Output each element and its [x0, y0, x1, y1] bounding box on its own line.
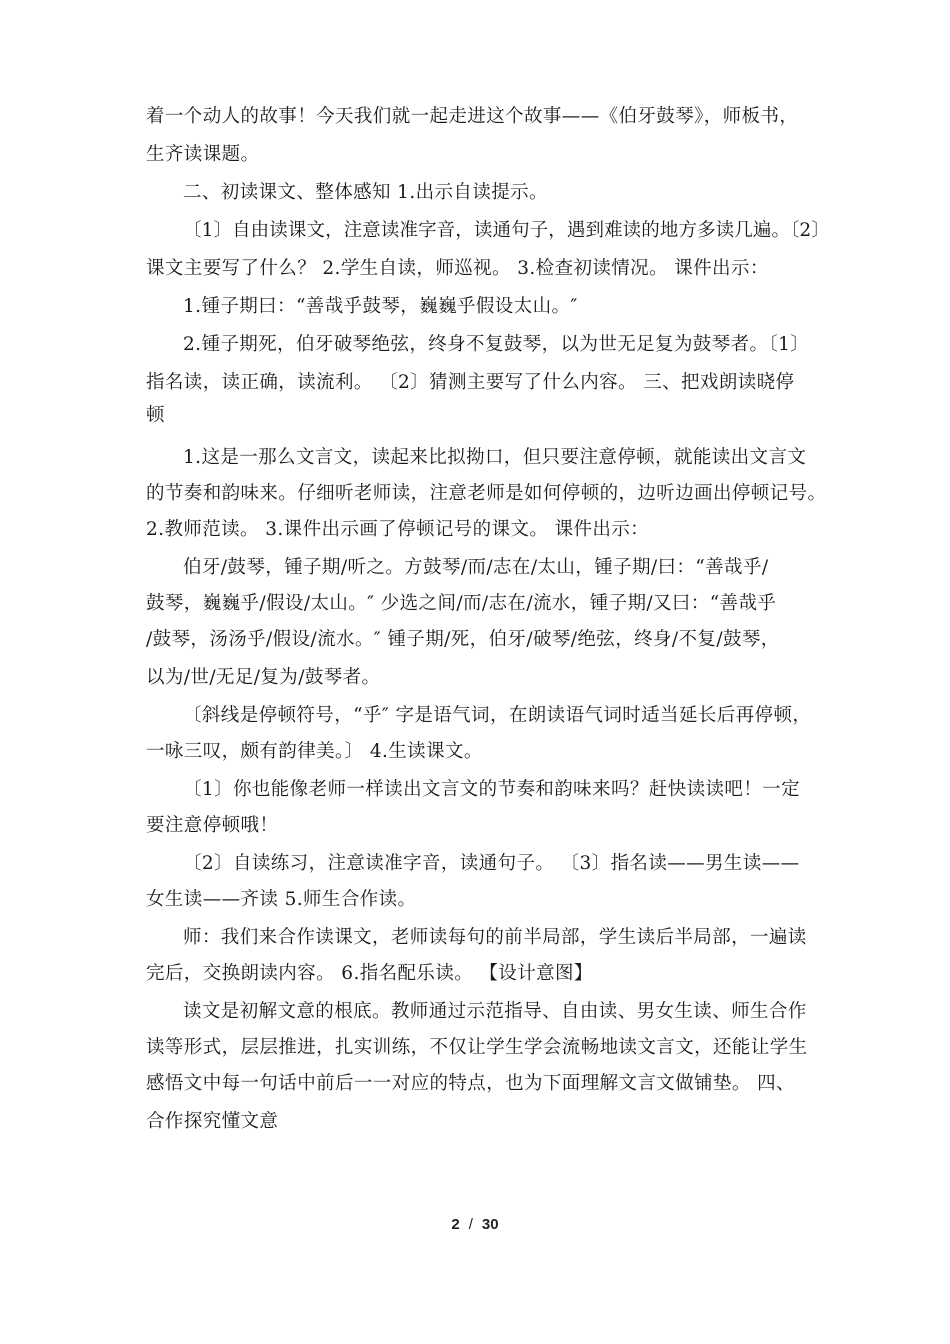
page-separator: / — [468, 1216, 473, 1233]
text-line: 〔1〕你也能像老师一样读出文言文的节奏和韵味来吗？赶快读读吧！一定 — [183, 779, 800, 800]
text-line: 1.锺子期曰：“善哉乎鼓琴，巍巍乎假设太山。″ — [183, 296, 578, 317]
text-line: 顿 — [146, 405, 165, 426]
text-line: 要注意停顿哦！ — [146, 815, 279, 836]
text-line: 师：我们来合作读课文，老师读每句的前半局部，学生读后半局部，一遍读 — [183, 927, 807, 948]
text-line: 1.这是一那么文言文，读起来比拟拗口，但只要注意停顿，就能读出文言文 — [183, 447, 807, 468]
text-line: 2.锺子期死，伯牙破琴绝弦，终身不复鼓琴，以为世无足复为鼓琴者。〔1〕 — [183, 334, 810, 355]
text-line: 〔1〕自由读课文，注意读准字音，读通句子，遇到难读的地方多读几遍。〔2〕 — [183, 220, 830, 241]
text-line: 指名读，读正确，读流利。 〔2〕猜测主要写了什么内容。 三、把戏朗读晓停 — [146, 372, 795, 393]
text-line: 合作探究懂文意 — [146, 1111, 279, 1132]
text-line: 伯牙/鼓琴，锺子期/听之。方鼓琴/而/志在/太山，锺子期/曰：“善哉乎/ — [183, 557, 769, 578]
text-line: 〔2〕自读练习，注意读准字音，读通句子。 〔3〕指名读——男生读—— — [183, 853, 800, 874]
page-number — [0, 1216, 950, 1234]
text-line: 着一个动人的故事！今天我们就一起走进这个故事——《伯牙鼓琴》，师板书， — [146, 106, 799, 127]
text-line: 鼓琴，巍巍乎/假设/太山。″ 少选之间/而/志在/流水，锺子期/又曰：“善哉乎 — [146, 593, 777, 614]
total-pages: 30 — [481, 1216, 499, 1233]
text-line: 一咏三叹，颇有韵律美。〕 4.生读课文。 — [146, 741, 483, 762]
text-line: /鼓琴，汤汤乎/假设/流水。″ 锺子期/死，伯牙/破琴/绝弦，终身/不复/鼓琴， — [146, 629, 780, 650]
text-line: 生齐读课题。 — [146, 144, 260, 165]
text-line: 2.教师范读。 3.课件出示画了停顿记号的课文。 课件出示： — [146, 519, 650, 540]
text-line: 以为/世/无足/复为/鼓琴者。 — [146, 667, 381, 688]
text-line: 读文是初解文意的根底。教师通过示范指导、自由读、男女生读、师生合作 — [183, 1001, 807, 1022]
text-line: 感悟文中每一句话中前后一一对应的特点，也为下面理解文言文做铺垫。 四、 — [146, 1073, 795, 1094]
text-line: 课文主要写了什么？ 2.学生自读，师巡视。 3.检查初读情况。 课件出示： — [146, 258, 769, 279]
current-page-number: 2 — [451, 1216, 460, 1233]
text-line: 女生读——齐读 5.师生合作读。 — [146, 889, 417, 910]
text-line: 〔斜线是停顿符号，“乎″ 字是语气词，在朗读语气词时适当延长后再停顿， — [183, 705, 812, 726]
text-line: 完后，交换朗读内容。 6.指名配乐读。 【设计意图】 — [146, 963, 593, 984]
text-line: 二、初读课文、整体感知 1.出示自读提示。 — [183, 182, 548, 203]
text-line: 读等形式，层层推进，扎实训练，不仅让学生学会流畅地读文言文，还能让学生 — [146, 1037, 808, 1058]
text-line: 的节奏和韵味来。仔细听老师读，注意老师是如何停顿的，边听边画出停顿记号。 — [146, 483, 827, 504]
